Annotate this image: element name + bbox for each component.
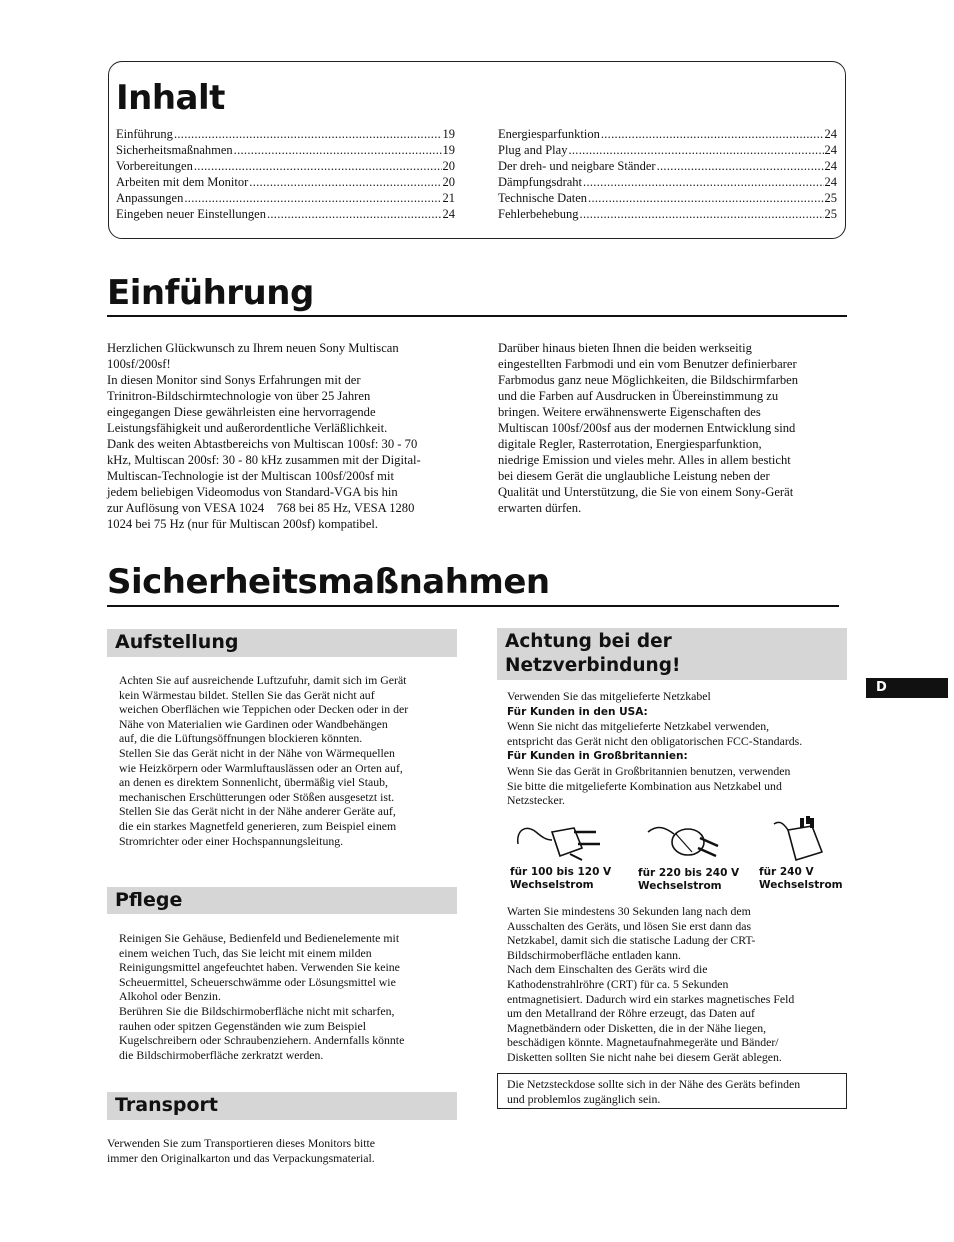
text-line: eingegangen Diese gewährleisten eine hervorragende (107, 405, 376, 419)
text-line: Stellen Sie das Gerät nicht in der Nähe von Wärmequellen (119, 745, 395, 760)
netz-body-text (507, 904, 852, 1065)
text-line: beschädigen könnte. Magnetaufnahmegeräte und Bänder/ (507, 1035, 779, 1050)
text-line: Leistungsfähigkeit und außerordentliche Verläßlichkeit. (107, 421, 388, 435)
intro-rule (107, 315, 847, 317)
toc-entry[interactable] (116, 158, 455, 174)
toc-entry-page: 24 (824, 127, 837, 141)
text-line: und problemlos zugänglich sein. (507, 1091, 661, 1106)
text-line: Kugelschreibern oder Schraubenziehern. Andernfalls könnte (119, 1033, 405, 1048)
subheading-netzverbindung (497, 628, 847, 680)
subheading-transport: Transport (107, 1092, 457, 1120)
text-line: wie Heizkörpern oder Warmluftauslässen oder an Orten auf, (119, 760, 403, 775)
plug-caption-uk (759, 866, 843, 892)
toc-entry-title: Einführung (116, 127, 173, 141)
plug-caption-us (510, 866, 611, 892)
caption-line: Wechselstrom (638, 880, 722, 892)
text-line: Netzstecker. (507, 793, 565, 808)
text-line: Sie bitte die mitgelieferte Kombination aus Netzkabel und (507, 778, 782, 793)
toc-leader (249, 174, 441, 190)
toc-entry-page: 25 (824, 207, 837, 221)
toc-entry[interactable] (116, 142, 455, 158)
text-line: Scheuermittel, Scheuerschwämme oder Lösungsmittel wie (119, 974, 396, 989)
intro-right-text (498, 340, 858, 516)
text-line: immer den Originalkarton und das Verpackungsmaterial. (107, 1150, 375, 1165)
toc-entry-page: 19 (442, 143, 455, 157)
intro-left-text (107, 340, 467, 532)
toc-entry-title: Plug and Play (498, 143, 568, 157)
text-line: Kathodenstrahlröhre (CRT) für ca. 5 Sekunden (507, 976, 729, 991)
text-line: entspricht das Gerät nicht den obligatorischen FCC-Standards. (507, 733, 803, 748)
subheading-line: Netzverbindung! (505, 655, 681, 676)
toc-leader (580, 206, 824, 222)
safety-rule (107, 605, 839, 607)
aufstellung-text (119, 673, 464, 848)
text-line: kHz, Multiscan 200sf: 30 - 80 kHz zusammen mit der Digital- (107, 453, 421, 467)
text-line: bei diesem Gerät die unglaubliche Leistung neben der (498, 469, 770, 483)
toc-entry[interactable] (498, 158, 837, 174)
toc-entry[interactable] (498, 174, 837, 190)
toc-entry-title: Sicherheitsmaßnahmen (116, 143, 233, 157)
text-line: bringen. Weitere erwähnenswerte Eigenschaften des (498, 405, 761, 419)
text-line: weichen Oberflächen wie Teppichen oder Decken oder in der (119, 702, 409, 717)
text-line: In diesen Monitor sind Sonys Erfahrungen mit der (107, 373, 361, 387)
caption-line: Wechselstrom (759, 879, 843, 891)
subheading-line: Achtung bei der (505, 631, 672, 652)
text-line: Herzlichen Glückwunsch zu Ihrem neuen Sony Multiscan (107, 341, 399, 355)
pflege-text (119, 931, 464, 1062)
caption-line: für 220 bis 240 V (638, 867, 740, 879)
text-line: Achten Sie auf ausreichende Luftzufuhr, damit sich im Gerät (119, 673, 407, 687)
toc-left-column (116, 126, 455, 222)
text-line: jedem beliebigen Videomodus von Standard-VGA bis hin (107, 485, 398, 499)
text-line: Dank des weiten Abtastbereichs von Multiscan 100sf: 30 - 70 (107, 437, 418, 451)
toc-entry[interactable] (498, 126, 837, 142)
toc-entry-page: 21 (442, 191, 455, 205)
plug-caption-eu (638, 867, 739, 893)
toc-entry[interactable] (498, 206, 837, 222)
text-line: Darüber hinaus bieten Ihnen die beiden werkseitig (498, 341, 752, 355)
text-line: Farbmodus ganz neue Möglichkeiten, die Bildschirmfarben (498, 373, 799, 387)
text-line: Die Netzsteckdose sollte sich in der Nähe des Geräts befinden (507, 1077, 801, 1091)
toc-entry-page: 24 (824, 159, 837, 173)
transport-text (107, 1136, 452, 1165)
toc-entry[interactable] (116, 174, 455, 190)
toc-entry-page: 20 (442, 159, 455, 173)
toc-leader (601, 126, 824, 142)
toc-entry-page: 19 (442, 127, 455, 141)
toc-entry[interactable] (498, 142, 837, 158)
safety-heading: Sicherheitsmaßnahmen (107, 562, 550, 602)
text-line: 1024 bei 75 Hz (nur für Multiscan 200sf) kompatibel. (107, 517, 379, 531)
text-line: 100sf/200sf! (107, 357, 171, 371)
text-line: Alkohol oder Benzin. (119, 989, 221, 1004)
text-line: Disketten sollten Sie nicht nahe bei diesem Gerät ablegen. (507, 1049, 782, 1064)
toc-leader (657, 158, 824, 174)
text-line: Magnetbändern oder Disketten, die in der Nähe liegen, (507, 1020, 767, 1035)
toc-entry-title: Vorbereitungen (116, 159, 193, 173)
text-line: kein Wärmestau bildet. Stellen Sie das Gerät nicht auf (119, 687, 375, 702)
toc-leader (588, 190, 823, 206)
text-line: zur Auflösung von VESA 1024 768 bei 85 Hz, VESA 1280 (107, 501, 415, 515)
toc-entry-title: Anpassungen (116, 191, 184, 205)
toc-entry-page: 24 (442, 207, 455, 221)
text-line: die ein starkes Magnetfeld generieren, zum Beispiel einem (119, 818, 397, 833)
toc-leader (568, 142, 823, 158)
text-line: die Bildschirmoberfläche zerkratzt werden. (119, 1047, 324, 1062)
caption-line: für 100 bis 120 V (510, 866, 612, 878)
text-line: eingestellten Farbmodi und ein vom Benutzer definierbarer (498, 357, 797, 371)
text-line: Multiscan 100sf/200sf aus der modernen Entwicklung sind (498, 421, 796, 435)
text-line: Wenn Sie nicht das mitgelieferte Netzkabel verwenden, (507, 719, 770, 734)
toc-entry-page: 20 (442, 175, 455, 189)
text-line: auf, die die Lüftungsöffnungen blockieren könnten. (119, 731, 363, 746)
text-line: Stellen Sie das Gerät nicht in der Nähe anderer Geräte auf, (119, 804, 396, 819)
text-line: rauhen oder spitzen Gegenständen wie zum Beispiel (119, 1018, 366, 1033)
toc-leader (184, 190, 441, 206)
us-plug-icon (512, 818, 607, 864)
toc-title: Inhalt (116, 78, 225, 118)
toc-entry-page: 24 (824, 175, 837, 189)
text-line: Ausschalten des Geräts, und lösen Sie erst dann das (507, 918, 752, 933)
text-line: mechanischen Erschütterungen oder Stößen ausgesetzt ist. (119, 789, 395, 804)
toc-entry-title: Der dreh- und neigbare Ständer (498, 159, 656, 173)
text-line: Netzkabel, damit sich die statische Ladung der CRT- (507, 933, 756, 948)
toc-right-column (498, 126, 837, 222)
usa-heading: Für Kunden in den USA: (507, 705, 648, 718)
toc-entry-title: Arbeiten mit dem Monitor (116, 175, 249, 189)
text-line: einem weichen Tuch, das Sie leicht mit einem milden (119, 945, 372, 960)
text-line: Reinigungsmittel angefeuchtet haben. Verwenden Sie keine (119, 960, 400, 975)
text-line: Berühren Sie die Bildschirmoberfläche nicht mit scharfen, (119, 1003, 395, 1018)
toc-entry[interactable] (116, 190, 455, 206)
language-tab: D (866, 678, 948, 698)
toc-entry-title: Technische Daten (498, 191, 588, 205)
toc-entry-title: Eingeben neuer Einstellungen (116, 207, 266, 221)
text-line: Verwenden Sie das mitgelieferte Netzkabel (507, 689, 711, 703)
uk-plug-icon (770, 816, 830, 864)
toc-leader (583, 174, 823, 190)
socket-note-box (497, 1073, 847, 1109)
text-line: Reinigen Sie Gehäuse, Bedienfeld und Bedienelemente mit (119, 931, 400, 945)
text-line: um den Metallrand der Röhre erzeugt, das Daten auf (507, 1006, 755, 1021)
text-line: Wenn Sie das Gerät in Großbritannien benutzen, verwenden (507, 763, 791, 778)
subheading-pflege: Pflege (107, 887, 457, 914)
netz-intro-text (507, 689, 852, 808)
text-line: an denen es direktem Sonnenlicht, übermäßig viel Staub, (119, 775, 388, 790)
toc-entry-title: Energiesparfunktion (498, 127, 600, 141)
toc-entry-page: 24 (824, 143, 837, 157)
text-line: erwarten dürfen. (498, 501, 582, 515)
intro-heading: Einführung (107, 273, 314, 313)
text-line: Qualität und Unterstützung, die Sie von einem Sony-Gerät (498, 485, 794, 499)
toc-entry[interactable] (116, 206, 455, 222)
text-line: Multiscan-Technologie ist der Multiscan 100sf/200sf mit (107, 469, 394, 483)
text-line: Trinitron-Bildschirmtechnologie von über 25 Jahren (107, 389, 371, 403)
toc-leader (174, 126, 442, 142)
toc-entry[interactable] (116, 126, 455, 142)
text-line: entmagnetisiert. Dadurch wird ein starkes magnetisches Feld (507, 991, 795, 1006)
caption-line: für 240 V (759, 866, 814, 878)
toc-leader (234, 142, 442, 158)
text-line: niedrige Emission und vieles mehr. Alles in allem besticht (498, 453, 791, 467)
text-line: digitale Regler, Rasterrotation, Energiesparfunktion, (498, 437, 762, 451)
caption-line: Wechselstrom (510, 879, 594, 891)
text-line: Verwenden Sie zum Transportieren dieses Monitors bitte (107, 1136, 376, 1150)
toc-leader (194, 158, 442, 174)
subheading-aufstellung: Aufstellung (107, 629, 457, 657)
text-line: und die Farben auf Ausdrucken in Übereinstimmung zu (498, 389, 779, 403)
text-line: Warten Sie mindestens 30 Sekunden lang nach dem (507, 904, 751, 918)
uk-heading: Für Kunden in Großbritannien: (507, 750, 688, 763)
toc-leader (267, 206, 442, 222)
toc-entry[interactable] (498, 190, 837, 206)
toc-entry-title: Dämpfungsdraht (498, 175, 583, 189)
text-line: Bildschirmoberfläche entladen kann. (507, 947, 681, 962)
text-line: Stromrichter oder einer Hochspannungsleitung. (119, 833, 344, 848)
text-line: Nach dem Einschalten des Geräts wird die (507, 962, 708, 977)
text-line: Nähe von Materialien wie Gardinen oder Wandbehängen (119, 716, 388, 731)
toc-entry-page: 25 (824, 191, 837, 205)
eu-plug-icon (646, 818, 726, 864)
toc-entry-title: Fehlerbehebung (498, 207, 579, 221)
